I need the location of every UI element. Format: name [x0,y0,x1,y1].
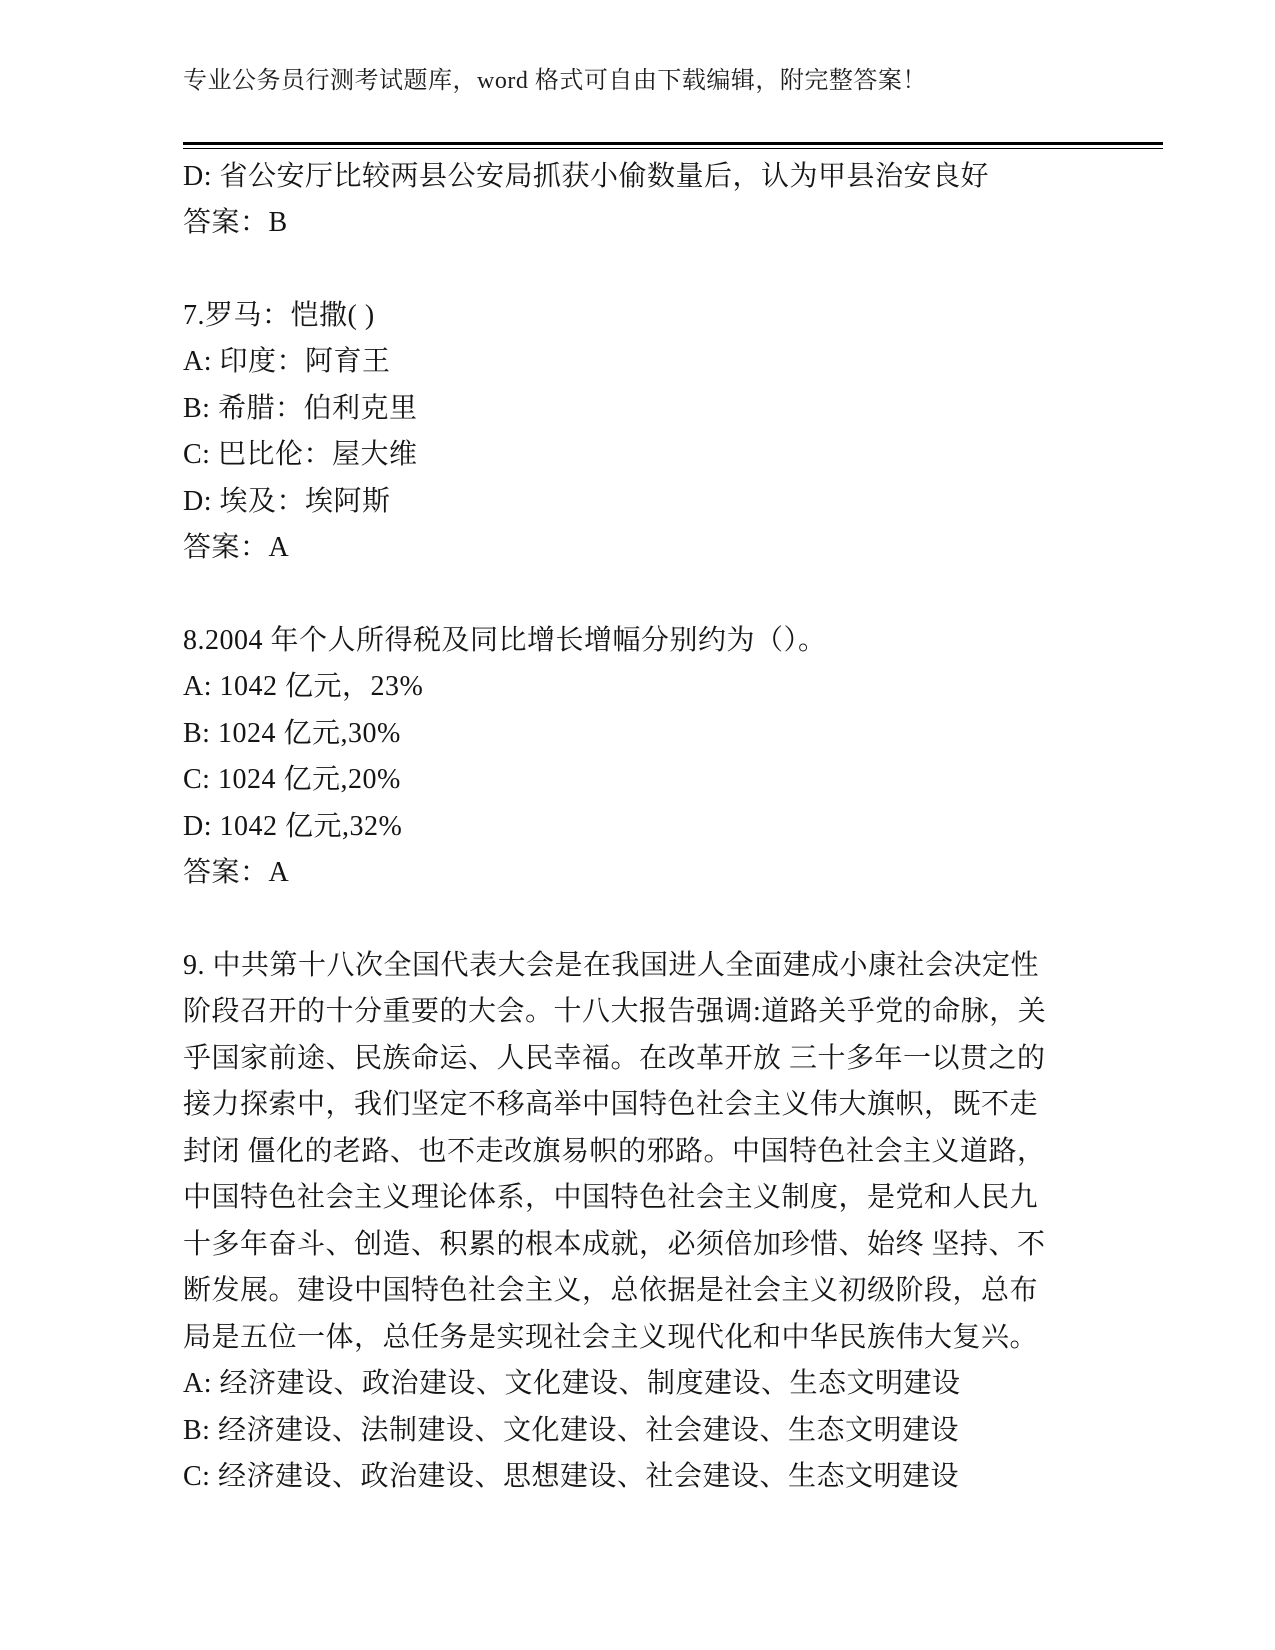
question-text-line: 十多年奋斗、创造、积累的根本成就，必须倍加珍惜、始终 坚持、不 [183,1228,1046,1260]
question-text-line: 乎国家前途、民族命运、人民幸福。在改革开放 三十多年一以贯之的 [183,1042,1046,1074]
option-line: A: 1042 亿元，23% [183,671,424,702]
question-block [183,943,1175,1501]
question-text-line: 封闭 僵化的老路、也不走改旗易帜的邪路。中国特色社会主义道路， [183,1135,1046,1167]
question-text-line: 中国特色社会主义理论体系，中国特色社会主义制度，是党和人民九 [183,1182,1039,1213]
option-line: C: 经济建设、政治建设、思想建设、社会建设、生态文明建设 [183,1461,959,1492]
question-block [183,618,1175,897]
question-text-line: 7.罗马：恺撒( ) [183,299,375,331]
header-rule [183,142,1163,149]
option-line: B: 经济建设、法制建设、文化建设、社会建设、生态文明建设 [183,1414,959,1446]
page-header [0,0,1275,149]
answer-line: 答案：A [183,857,290,888]
header-title: 专业公务员行测考试题库，word 格式可自由下载编辑，附完整答案！ [183,68,927,94]
answer-line: 答案：A [183,532,290,563]
question-text-line: 接力探索中，我们坚定不移高举中国特色社会主义伟大旗帜，既不走 [183,1089,1039,1120]
option-line: D: 省公安厅比较两县公安局抓获小偷数量后，认为甲县治安良好 [183,160,990,192]
document-body [183,154,1175,1501]
option-line: C: 1024 亿元,20% [183,764,401,795]
option-line: C: 巴比伦：屋大维 [183,439,418,470]
option-line: A: 印度：阿育王 [183,346,391,377]
question-block [183,293,1175,572]
option-line: D: 埃及：埃阿斯 [183,485,391,517]
question-text-line: 8.2004 年个人所得税及同比增长增幅分别约为（）。 [183,624,827,656]
option-line: A: 经济建设、政治建设、文化建设、制度建设、生态文明建设 [183,1368,961,1399]
option-line: D: 1042 亿元,32% [183,810,403,842]
question-text-line: 阶段召开的十分重要的大会。十八大报告强调:道路关乎党的命脉，关 [183,996,1047,1027]
question-text-line: 9. 中共第十八次全国代表大会是在我国进人全面建成小康社会决定性 [183,949,1040,981]
question-text-line: 断发展。建设中国特色社会主义，总依据是社会主义初级阶段，总布 [183,1275,1039,1306]
answer-line: 答案：B [183,207,288,238]
question-text-line: 局是五位一体，总任务是实现社会主义现代化和中华民族伟大复兴。 [183,1321,1039,1353]
question-block [183,154,1175,247]
option-line: B: 希腊：伯利克里 [183,392,418,424]
option-line: B: 1024 亿元,30% [183,717,401,749]
